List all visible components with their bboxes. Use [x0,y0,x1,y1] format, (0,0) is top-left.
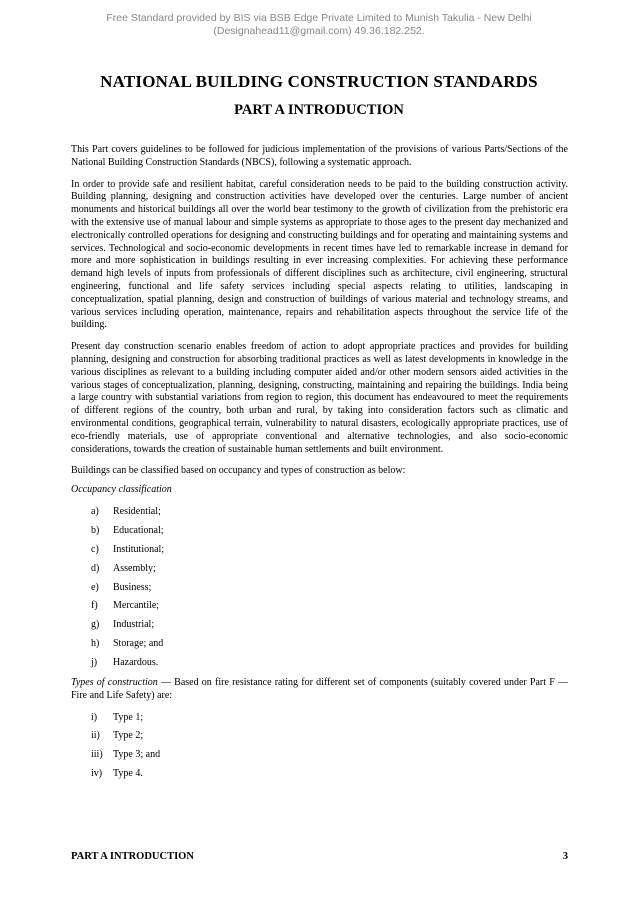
list-item-text: Business; [113,581,152,593]
paragraph-present-day: Present day construction scenario enables freedom of action to adopt appropriate practices and provides for building planning, designing and construction for absorbing traditional practices as well as latest developments in knowledge in the various disciplines as relevant to a building including computer aided and/or other modern sensors aided activities in the various stages of conceptualization, planning, designing, constructing, maintaining and repairing the buildings. India being a large country with substantial variations from region to region, this document has endeavoured to meet the requirements of different regions of the country, both urban and rural, by taking into consideration factors such as climatic and environmental conditions, geographical terrain, vulnerability to natural disasters, ecologically appropriate practices, use of eco-friendly materials, use of appropriate conventional and alternative technologies, and also socio-economic considerations, towards the creation of sustainable human settlements and built environment. [71,341,568,455]
list-item [71,578,568,597]
list-item [71,727,568,746]
paragraph-scope: This Part covers guidelines to be followed for judicious implementation of the provisions of various Parts/Sections of the National Building Construction Standards (NBCS), following a systematic approach. [71,144,568,168]
list-item-text: Institutional; [113,543,165,555]
list-marker: f) [91,600,98,612]
list-item [71,560,568,579]
list-item-text: Industrial; [113,619,155,631]
list-item [71,616,568,635]
list-item-text: Hazardous. [113,657,159,669]
document-body [71,144,568,788]
list-marker: a) [91,505,99,517]
list-marker: c) [91,543,99,555]
paragraph-classification-intro: Buildings can be classified based on occupancy and types of construction as below: [71,465,406,477]
list-item [71,522,568,541]
list-item [71,541,568,560]
list-item [71,635,568,654]
document-subtitle: PART A INTRODUCTION [234,102,404,118]
list-item [71,654,568,673]
occupancy-list [71,503,568,673]
occupancy-heading: Occupancy classification [71,484,172,496]
list-marker: iv) [91,768,103,780]
list-item-text: Residential; [113,505,161,517]
list-item-text: Educational; [113,524,164,536]
list-item [71,765,568,784]
footer-page-number: 3 [562,851,568,862]
construction-paragraph [71,677,568,703]
list-item-text: Type 3; and [113,749,161,761]
construction-heading: Types of construction [71,676,158,688]
list-item [71,709,568,728]
footer-section-title: PART A INTRODUCTION [71,851,194,862]
list-marker: j) [91,657,98,669]
watermark-line-1: Free Standard provided by BIS via BSB Edge Private Limited to Munish Takulia - New Delhi [106,12,532,24]
list-item [71,503,568,522]
list-item-text: Mercantile; [113,600,160,612]
document-title: NATIONAL BUILDING CONSTRUCTION STANDARDS [100,72,538,91]
paragraph-background: In order to provide safe and resilient habitat, careful consideration needs to be paid to the building construction activity. Building planning, designing and construction activities have developed over the centuries. Large number of ancient monuments and historical buildings all over the world bear testimony to the growth of civilization from the prehistoric era with the extensive use of manual labour and simple systems as appropriate to those ages to the present day mechanized and electronically controlled operations for designing and constructing buildings and for operating and maintaining systems and services. Technological and socio-economic developments in recent times have led to remarkable increase in demand for more and more sophistication in buildings resulting in ever increasing complexities. For achieving these performance demand high levels of inputs from professionals of different disciplines such as architecture, civil engineering, structural engineering, functional and life safety services including special aspects relating to utilities, landscaping in conceptualization, spatial planning, design and construction of buildings of various material and technology streams, and various services including operation, maintenance, repairs and rehabilitation aspects throughout the service life of the building. [71,178,568,331]
list-marker: h) [91,638,100,650]
list-marker: i) [91,711,98,723]
list-item-text: Assembly; [113,562,156,574]
list-item-text: Storage; and [113,638,164,650]
list-item [71,746,568,765]
list-item-text: Type 2; [113,730,144,742]
list-item-text: Type 1; [113,711,144,723]
list-marker: g) [91,619,100,631]
list-item [71,597,568,616]
list-marker: e) [91,581,99,593]
list-marker: d) [91,562,100,574]
list-item-text: Type 4. [113,768,143,780]
list-marker: iii) [91,749,103,761]
list-marker: ii) [91,730,100,742]
list-marker: b) [91,524,100,536]
construction-text: — Based on fire resistance rating for different set of components (suitably covered under Part F — Fire and Life Safety) are: [71,676,568,701]
watermark-line-2: (Designahead11@gmail.com) 49.36.182.252. [213,25,425,37]
watermark [0,12,638,38]
construction-type-list [71,709,568,785]
